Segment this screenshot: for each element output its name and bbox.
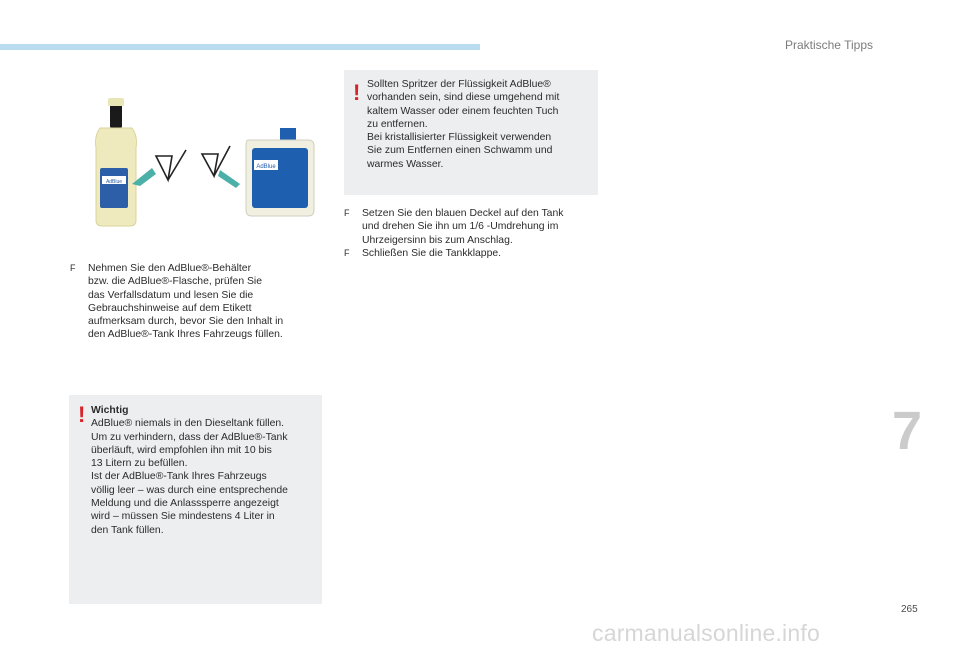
instruction-item (70, 262, 330, 342)
instruction-item (344, 207, 604, 247)
instruction-line: bzw. die AdBlue®-Flasche, prüfen Sie (88, 276, 263, 288)
instruction-marker: F (344, 247, 350, 258)
instruction-line: aufmerksam durch, bevor Sie den Inhalt in (88, 316, 284, 328)
instruction-marker: F (344, 208, 350, 218)
warning-line: AdBlue® niemals in den Dieseltank füllen. (91, 418, 285, 430)
warning-line: den Tank füllen. (91, 524, 164, 536)
instruction-line: Schließen Sie die Tankklappe. (362, 247, 502, 259)
check-mark-icon-2 (202, 146, 230, 176)
section-title: Praktische Tipps (784, 38, 873, 52)
warning-exclamation-icon: ! (78, 402, 86, 427)
warning-line: Ist der AdBlue®-Tank Ihres Fahrzeugs (91, 471, 267, 483)
adblue-illustration (70, 88, 328, 236)
watermark: carmanualsonline.info (592, 620, 820, 646)
instruction-line: Nehmen Sie den AdBlue®-Behälter (88, 263, 252, 274)
instruction-cap-container (344, 207, 604, 260)
warning-line: wird – müssen Sie mindestens 4 Liter in (91, 511, 275, 523)
warning-text (367, 78, 597, 171)
warning-heading: Wichtig (91, 405, 129, 416)
page-number: 265 (901, 604, 918, 615)
warning-exclamation-icon: ! (353, 80, 361, 105)
header-accent-bar (0, 44, 480, 50)
instruction-line: den AdBlue®-Tank Ihres Fahrzeugs füllen. (88, 329, 283, 341)
warning-line: Sollten Spritzer der Flüssigkeit AdBlue® (367, 79, 551, 90)
warning-line: kaltem Wasser oder einem feuchten Tuch (367, 105, 559, 117)
warning-text (91, 404, 319, 537)
check-mark-icon (156, 150, 186, 180)
instruction-line: das Verfallsdatum und lesen Sie die (88, 289, 254, 301)
warning-box-important (69, 395, 322, 604)
instruction-line: Uhrzeigersinn bis zum Anschlag. (362, 234, 513, 246)
warning-box-splashes (344, 70, 598, 195)
canister-label: AdBlue (256, 164, 276, 170)
instruction-line: Gebrauchshinweise auf dem Etikett (88, 302, 252, 314)
warning-line: vorhanden sein, sind diese umgehend mit (367, 92, 560, 104)
adblue-bottle (96, 98, 137, 226)
warning-line: überläuft, wird empfohlen ihn mit 10 bis (91, 444, 272, 456)
instruction-line: Setzen Sie den blauen Deckel auf den Tank (362, 208, 564, 219)
instruction-check-container (70, 262, 330, 342)
warning-line: 13 Litern zu befüllen. (91, 458, 188, 470)
warning-line: zu entfernen. (367, 118, 428, 130)
warning-line: Um zu verhindern, dass der AdBlue®-Tank (91, 431, 288, 443)
instruction-marker: F (70, 263, 76, 273)
bottle-label: AdBlue (105, 179, 123, 185)
warning-line: warmes Wasser. (367, 158, 444, 170)
adblue-canister (246, 128, 314, 216)
chapter-number: 7 (892, 401, 923, 461)
warning-line: Bei kristallisierter Flüssigkeit verwenden (367, 132, 552, 144)
warning-line: Meldung und die Anlasssperre angezeigt (91, 498, 279, 510)
warning-line: völlig leer – was durch eine entsprechende (91, 484, 288, 496)
arrow-to-canister-icon (218, 170, 240, 188)
instruction-item (344, 247, 604, 260)
warning-line: Sie zum Entfernen einen Schwamm und (367, 145, 553, 157)
instruction-line: und drehen Sie ihn um 1/6 -Umdrehung im (362, 221, 559, 233)
